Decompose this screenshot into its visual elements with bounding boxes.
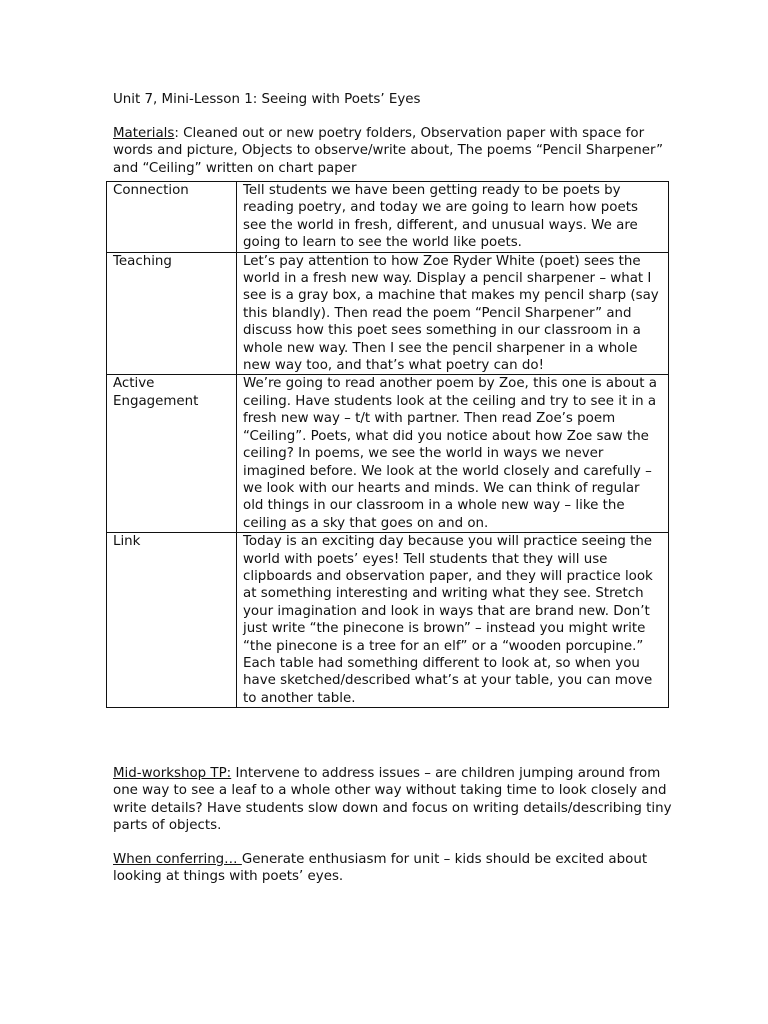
conferring-label: When conferring… [113, 852, 242, 867]
mid-workshop-text: Intervene to address issues – are children jumping around from one way to see a leaf to a whole other way without taking time to look closely and write details? Have students slow down and focus on writing details/describing tiny parts of objects. [113, 766, 672, 834]
row-label-teaching: Teaching [107, 252, 237, 375]
row-content-connection: Tell students we have been getting ready to be poets by reading poetry, and today we are going to learn how poets see the world in fresh, different, and unusual ways. We are going to learn to see the world like poets. [237, 182, 669, 253]
materials-text: : Cleaned out or new poetry folders, Observation paper with space for words and picture, Objects to observe/write about, The poems “Pencil Sharpener” and “Ceiling” written on chart paper [113, 126, 664, 176]
table-row [107, 375, 669, 533]
mid-workshop-paragraph [113, 765, 673, 835]
row-content-teaching: Let’s pay attention to how Zoe Ryder White (poet) sees the world in a fresh new way. Display a pencil sharpener – what I see is a gray box, a machine that makes my pencil sharp (say this blandly). Then read the poem “Pencil Sharpener” and discuss how this poet sees something in our classroom in a whole new way. Then I see the pencil sharpener in a whole new way too, and that’s what poetry can do! [237, 252, 669, 375]
materials-label: Materials [113, 126, 175, 141]
row-content-link: Today is an exciting day because you will practice seeing the world with poets’ eyes! Tell students that they will use clipboards and observation paper, and they will practice look at something interesting and writing what they see. Stretch your imagination and look in ways that are brand new. Don’t just write “the pinecone is brown” – instead you might write “the pinecone is a tree for an elf” or a “wooden porcupine.” Each table had something different to look at, so when you have sketched/described what’s at your table, you can move to another table. [237, 533, 669, 708]
row-label-link: Link [107, 533, 237, 708]
table-row [107, 252, 669, 375]
row-content-active-engagement: We’re going to read another poem by Zoe, this one is about a ceiling. Have students look at the ceiling and try to see it in a fresh new way – t/t with partner. Then read Zoe’s poem “Ceiling”. Poets, what did you notice about how Zoe saw the ceiling? In poems, we see the world in ways we never imagined before. We look at the world closely and carefully – we look with our hearts and minds. We can think of regular old things in our classroom in a whole new way – like the ceiling as a sky that goes on and on. [237, 375, 669, 533]
conferring-text: Generate enthusiasm for unit – kids should be excited about looking at things with poets’ eyes. [113, 852, 648, 885]
row-label-active-engagement: Active Engagement [107, 375, 237, 533]
conferring-paragraph [113, 851, 673, 886]
row-label-connection: Connection [107, 182, 237, 253]
table-row [107, 182, 669, 253]
lesson-table [106, 181, 669, 708]
materials-paragraph [113, 125, 673, 177]
table-row [107, 533, 669, 708]
mid-workshop-label: Mid-workshop TP: [113, 766, 232, 781]
lesson-title: Unit 7, Mini-Lesson 1: Seeing with Poets’ Eyes [113, 92, 421, 107]
